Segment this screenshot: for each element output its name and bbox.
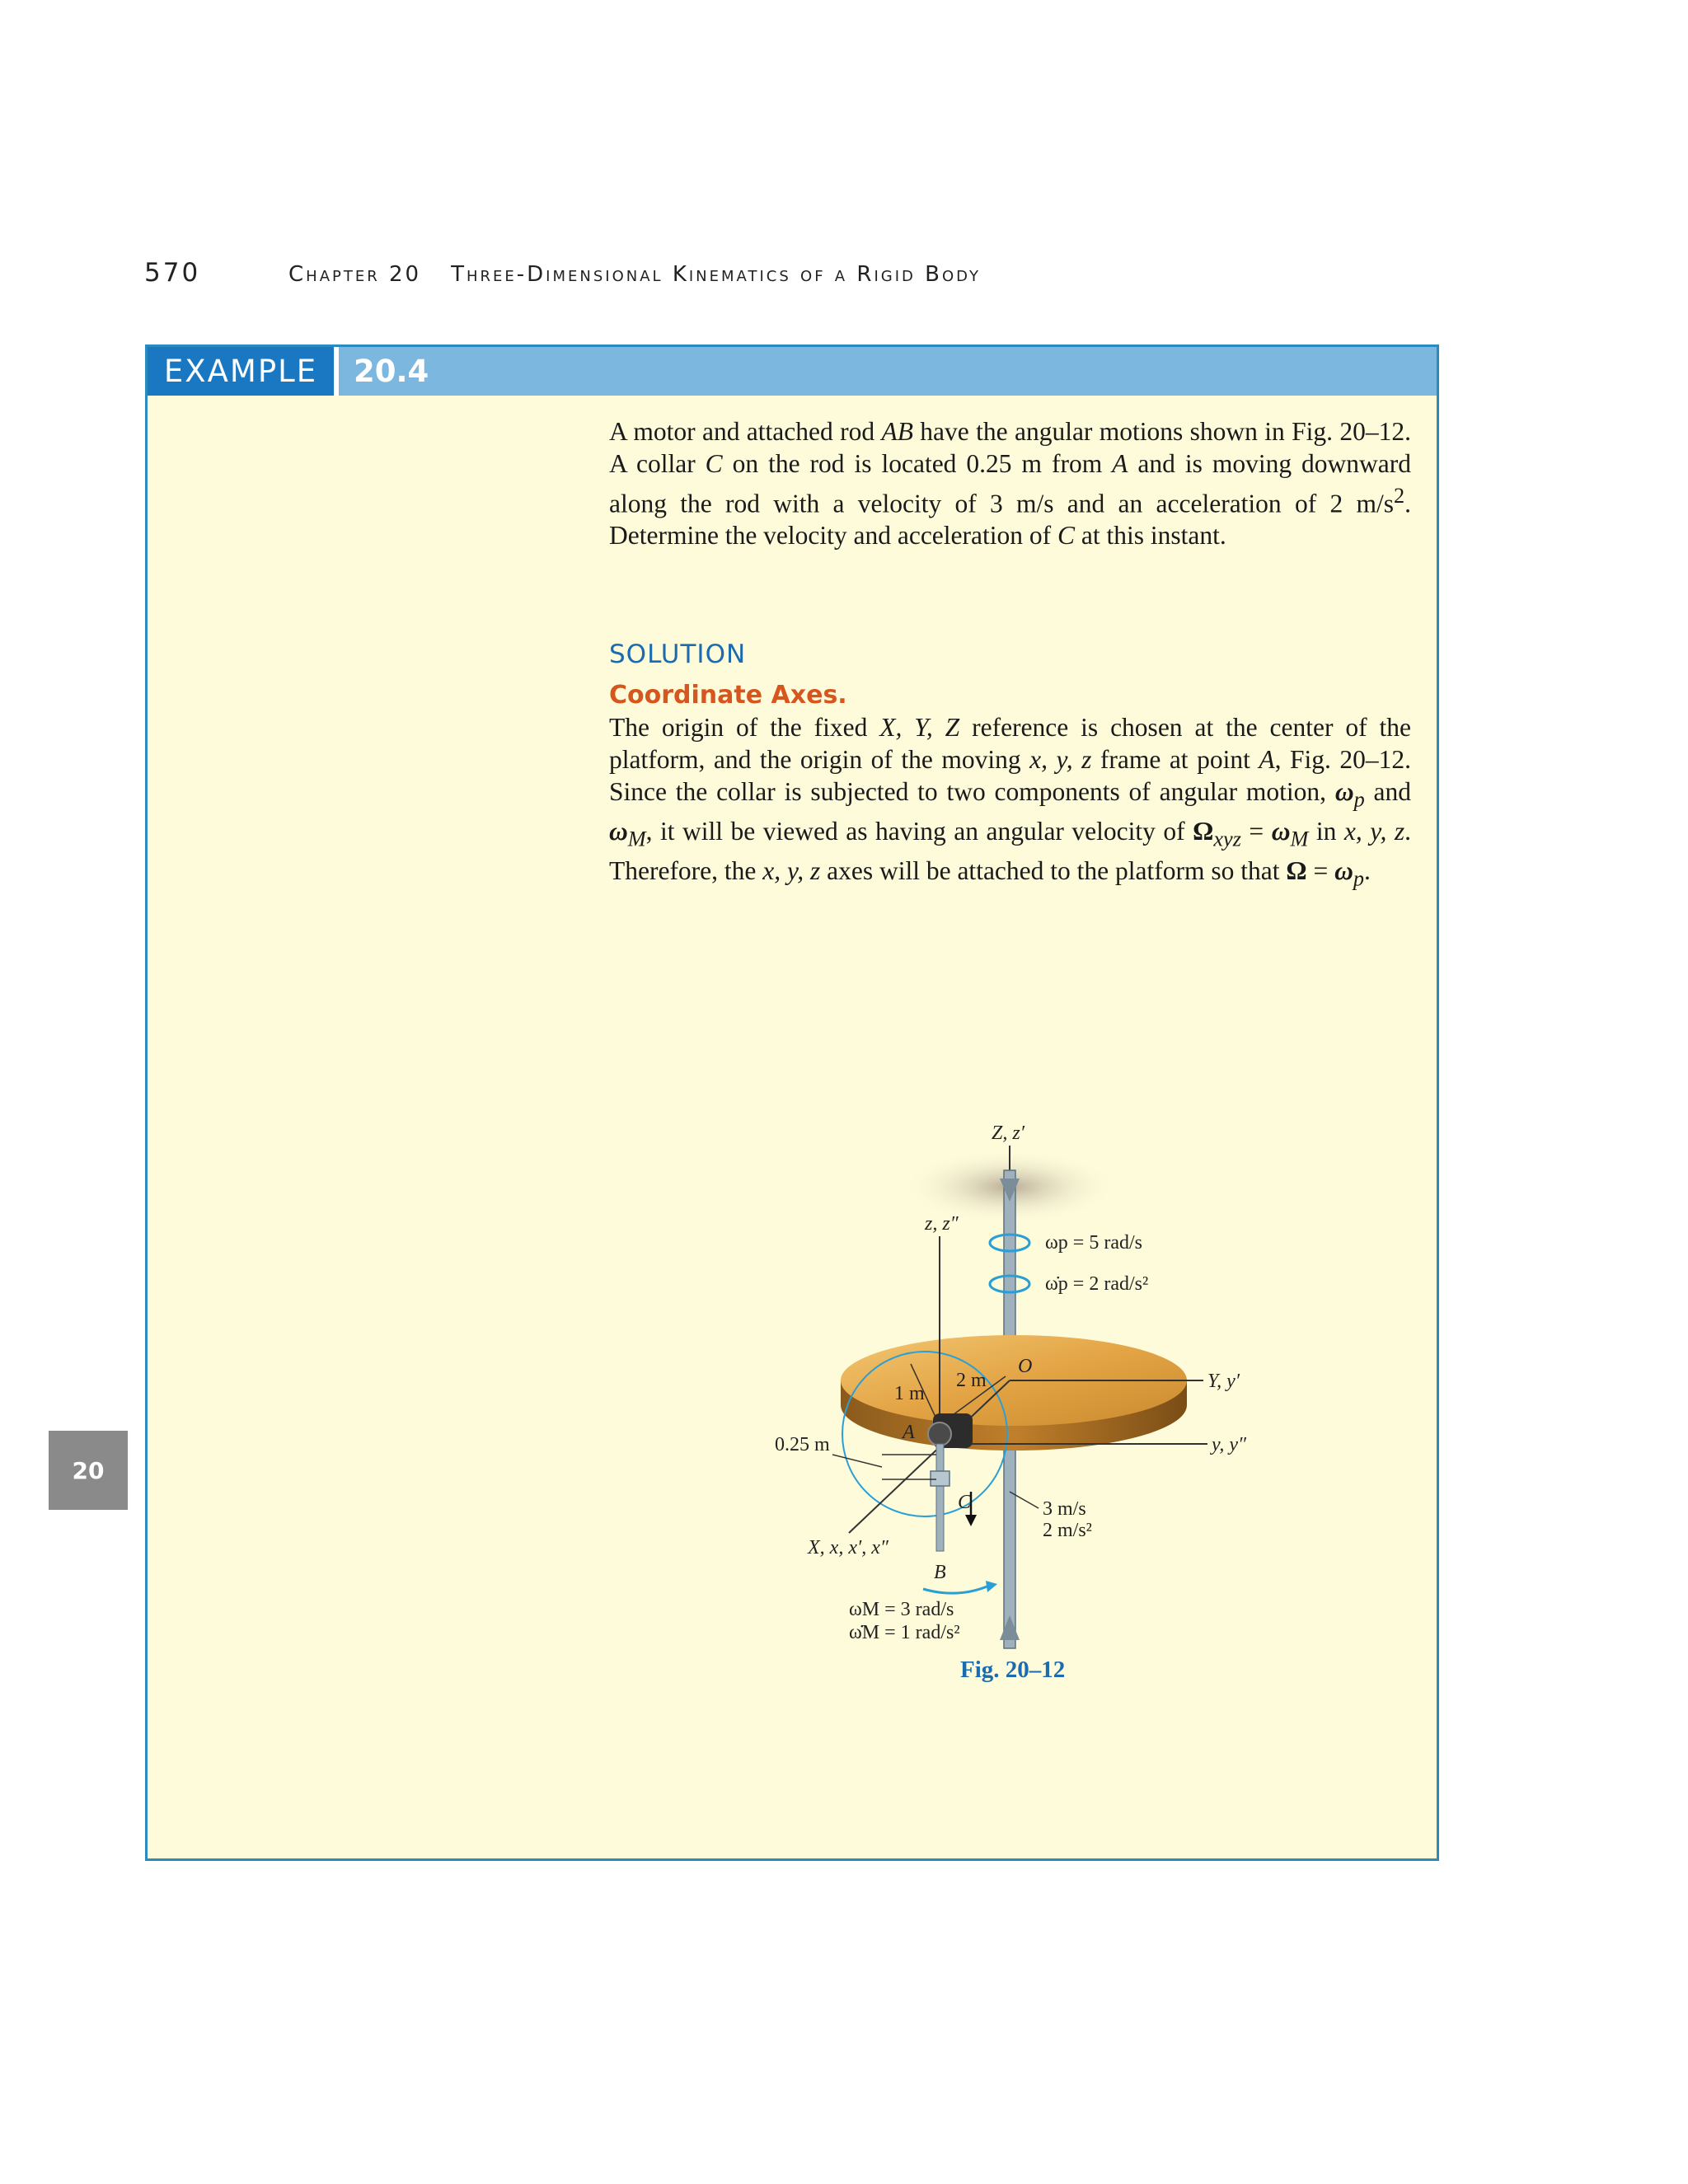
- motor-hub: [928, 1422, 951, 1446]
- omega-M-arrowhead: [986, 1581, 997, 1592]
- label-omega-p: ωp = 5 rad/s: [1045, 1232, 1142, 1254]
- banner-divider: [334, 347, 339, 396]
- collar-C: [931, 1471, 950, 1486]
- label-omega-p-dot: ω̇p = 2 rad/s²: [1045, 1273, 1149, 1295]
- label-2m: 2 m: [956, 1370, 987, 1391]
- label-y-y2: y, y″: [1212, 1434, 1246, 1455]
- dim-0-25m-line: [832, 1455, 882, 1467]
- label-A: A: [903, 1422, 915, 1443]
- chapter-title: Three-Dimensional Kinematics of a Rigid Body: [451, 262, 982, 287]
- example-banner: [148, 347, 1437, 396]
- coordinate-axes-heading: Coordinate Axes.: [609, 681, 847, 710]
- chapter-label: Chapter 20: [288, 262, 422, 287]
- solution-heading: SOLUTION: [609, 640, 747, 669]
- label-O: O: [1018, 1356, 1033, 1377]
- label-a: 2 m/s²: [1043, 1520, 1092, 1541]
- label-Z-z: Z, z′: [992, 1122, 1025, 1144]
- figure-caption: Fig. 20–12: [960, 1657, 1066, 1683]
- label-omega-M: ωM = 3 rad/s: [849, 1599, 954, 1620]
- example-number: 20.4: [354, 354, 429, 389]
- figure-20-12: [742, 1104, 1269, 1698]
- omega-M-arrow: [923, 1586, 989, 1593]
- shaft-bottom-bearing: [1000, 1615, 1020, 1640]
- label-omega-M-dot: ω̇M = 1 rad/s²: [849, 1622, 960, 1643]
- label-B: B: [934, 1562, 946, 1583]
- label-Y-y: Y, y′: [1207, 1371, 1240, 1392]
- label-v: 3 m/s: [1043, 1498, 1086, 1520]
- chapter-side-tab: 20: [49, 1431, 128, 1510]
- running-header: [288, 262, 981, 287]
- label-C: C: [958, 1492, 972, 1513]
- label-X: X, x, x′, x″: [808, 1537, 889, 1558]
- label-0-25m: 0.25 m: [775, 1434, 830, 1455]
- solution-paragraph: The origin of the fixed X, Y, Z reference is chosen at the center of the platform, and the origin of the moving x, y, z frame at point A, Fig. 20–12. Since the collar is subjected to two components of angular motion, $\omega_p$ and $\omega_M$, it will be viewed as having an angular velocity of $\Omega_{xyz} = \omega_M$ in x, y, z. Therefore, the x, y, z axes will be attached to the platform so that $\Omega = \omega_p$.: [609, 713, 1412, 891]
- problem-statement: A motor and attached rod AB have the angular motions shown in Fig. 20–12. A collar C on the rod is located 0.25 m from A and is moving downward along the rod with a velocity of 3 m/s and an acceleration of 2 $m/s^2$. Determine the velocity and acceleration of C at this instant.: [609, 417, 1412, 550]
- example-label: EXAMPLE: [148, 347, 334, 396]
- label-z-z2: z, z″: [925, 1213, 959, 1235]
- page-number: 570: [144, 258, 201, 288]
- label-1m: 1 m: [894, 1383, 925, 1404]
- rod-AB: [936, 1444, 944, 1551]
- collar-arrowhead: [965, 1515, 977, 1526]
